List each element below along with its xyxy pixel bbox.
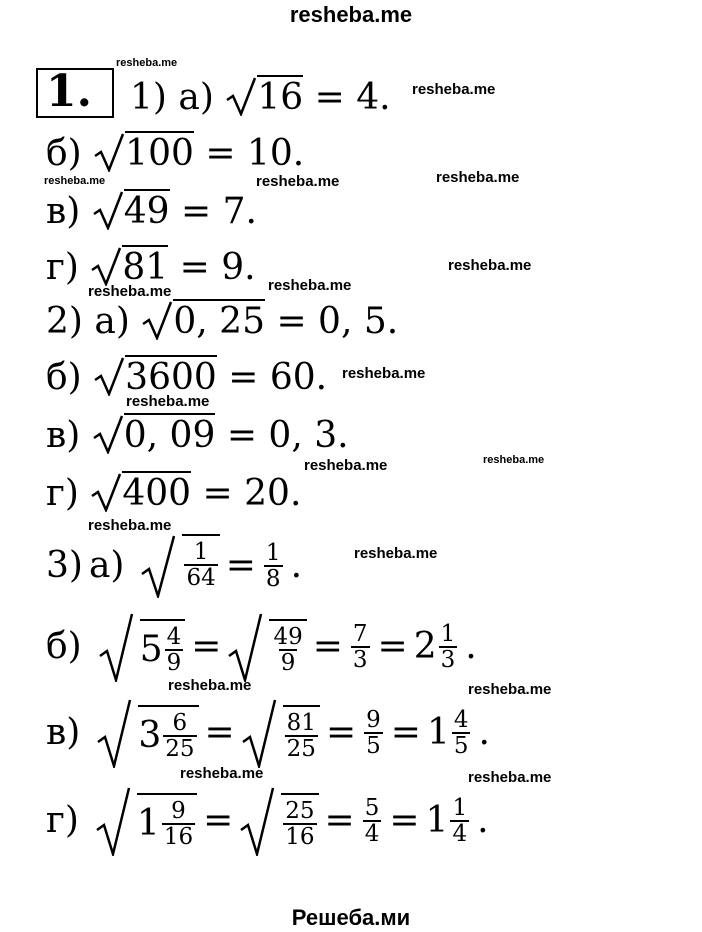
whole-part: 1 [425,800,449,841]
watermark: resheba.me [126,393,210,410]
fraction-numerator: 5 [364,794,380,821]
fraction-numerator: 1 [452,794,468,821]
item-label: б) [46,357,82,398]
part3-a-line [46,534,302,598]
equals-sign: = [203,800,234,841]
fraction-denominator: 25 [286,736,316,762]
result: = 0, 5. [276,301,399,342]
radical-sign [141,300,173,340]
item-label: г) [46,247,79,288]
radicand: 400 [122,473,192,514]
item-label: а) [94,301,130,342]
radicand: 0, 25 [173,301,265,342]
watermark: resheba.me [412,81,496,98]
item-label: в) [46,191,81,232]
mixed-number [426,796,472,846]
fraction-numerator: 1 [193,539,209,565]
fraction-numerator: 9 [171,797,186,824]
result: = 20. [202,473,302,514]
part1-a-line [130,76,391,116]
radicand: 16 [257,77,304,118]
watermark: resheba.me [168,677,252,694]
fraction-numerator: 49 [273,623,303,650]
site-header: resheba.me [289,2,413,27]
radical-sign [93,356,125,396]
fraction-denominator: 5 [366,733,381,759]
radical-sign [227,612,263,682]
part3-b-line [46,612,477,682]
equals-sign: = [312,626,343,667]
watermark: resheba.me [268,277,352,294]
radical-sign [140,534,176,598]
fraction-denominator: 64 [186,565,216,592]
fraction-denominator: 16 [163,824,194,850]
watermark: resheba.me [448,257,532,274]
part2-g-line [46,472,301,512]
equals-sign: = [325,712,357,753]
radicand: 81 [122,247,169,288]
whole-part: 3 [138,715,162,756]
item-label: г) [46,800,79,841]
part3-g-line [46,786,489,856]
item-label: б) [46,626,82,667]
whole-part: 2 [413,626,437,667]
watermark: resheba.me [116,57,178,69]
equals-sign: = [377,626,408,667]
watermark: resheba.me [256,173,340,190]
fraction-denominator: 9 [166,650,182,676]
part2-a-line [46,300,398,340]
item-label: а) [178,77,214,118]
result: = 0, 3. [226,415,349,456]
item-label: г) [46,473,79,514]
task-number: 1. [46,66,92,117]
radical-sign [93,132,125,172]
radical-sign [225,76,257,116]
fraction-numerator: 4 [453,706,469,733]
radical-sign [90,472,122,512]
result: = 7. [181,191,257,232]
watermark: resheba.me [88,283,172,300]
part1-v-line [46,190,257,230]
radical-sign [95,786,131,856]
period: . [290,545,303,586]
equals-sign: = [191,626,222,667]
radicand [138,705,198,761]
part3-v-line [46,698,490,768]
radicand: 49 [123,191,170,232]
fraction-denominator: 3 [440,647,456,673]
fraction-denominator: 8 [265,566,281,592]
fraction-numerator: 81 [286,709,316,736]
watermark: resheba.me [468,769,552,786]
radicand [182,534,219,590]
fraction-numerator: 6 [172,709,188,736]
fraction-numerator: 25 [285,797,315,824]
site-footer: Решеба.ми [291,905,411,930]
fraction-numerator: 1 [265,539,281,566]
radical-sign [96,698,132,768]
equals-sign: = [225,545,256,586]
radical-sign [92,190,124,230]
fraction-denominator: 9 [280,650,296,676]
radicand [269,619,306,675]
watermark: resheba.me [436,169,520,186]
part-label: 3) [46,545,83,586]
part-label: 1) [130,77,167,118]
radicand: 3600 [125,357,217,398]
item-label: в) [46,712,81,753]
mixed-number [427,708,473,758]
equals-sign: = [390,712,421,753]
fraction-denominator: 3 [352,647,368,673]
equals-sign: = [389,800,420,841]
part1-b-line [46,132,304,172]
watermark: resheba.me [468,681,552,698]
part2-v-line [46,414,349,454]
watermark: resheba.me [342,365,426,382]
radicand [140,619,186,675]
radicand [281,793,318,849]
radicand: 100 [125,133,194,174]
fraction-numerator: 4 [166,623,182,650]
mixed-number [414,622,460,672]
part-label: 2) [46,301,83,342]
fraction-denominator: 5 [453,733,469,759]
fraction-numerator: 1 [440,620,456,647]
item-label: в) [46,415,81,456]
equals-sign: = [324,800,355,841]
result: = 60. [228,357,328,398]
fraction-denominator: 4 [364,821,380,847]
radical-sign [239,786,275,856]
fraction-denominator: 25 [165,736,195,762]
watermark: resheba.me [483,454,545,466]
result: = 9. [179,247,256,288]
watermark: resheba.me [44,175,106,187]
item-label: а) [88,545,125,586]
item-label: б) [46,133,82,174]
period: . [477,800,489,841]
radicand [283,705,320,761]
period: . [478,712,490,753]
radicand [137,793,197,849]
whole-part: 1 [136,803,160,844]
watermark: resheba.me [88,517,172,534]
watermark: resheba.me [304,457,388,474]
watermark: resheba.me [354,545,438,562]
fraction-denominator: 16 [285,824,315,850]
radicand: 0, 09 [123,415,216,456]
fraction-numerator: 9 [366,706,381,733]
watermark: resheba.me [180,765,264,782]
fraction-denominator: 4 [452,821,468,847]
fraction-numerator: 7 [352,620,368,647]
radical-sign [92,414,124,454]
part1-g-line [46,246,256,286]
radical-sign [98,612,134,682]
radical-sign [90,246,122,286]
part2-b-line [46,356,327,396]
equals-sign: = [204,712,235,753]
whole-part: 1 [426,712,450,753]
result: = 4. [314,77,391,118]
whole-part: 5 [139,629,163,670]
result: = 10. [205,133,305,174]
period: . [465,626,477,667]
radical-sign [241,698,277,768]
